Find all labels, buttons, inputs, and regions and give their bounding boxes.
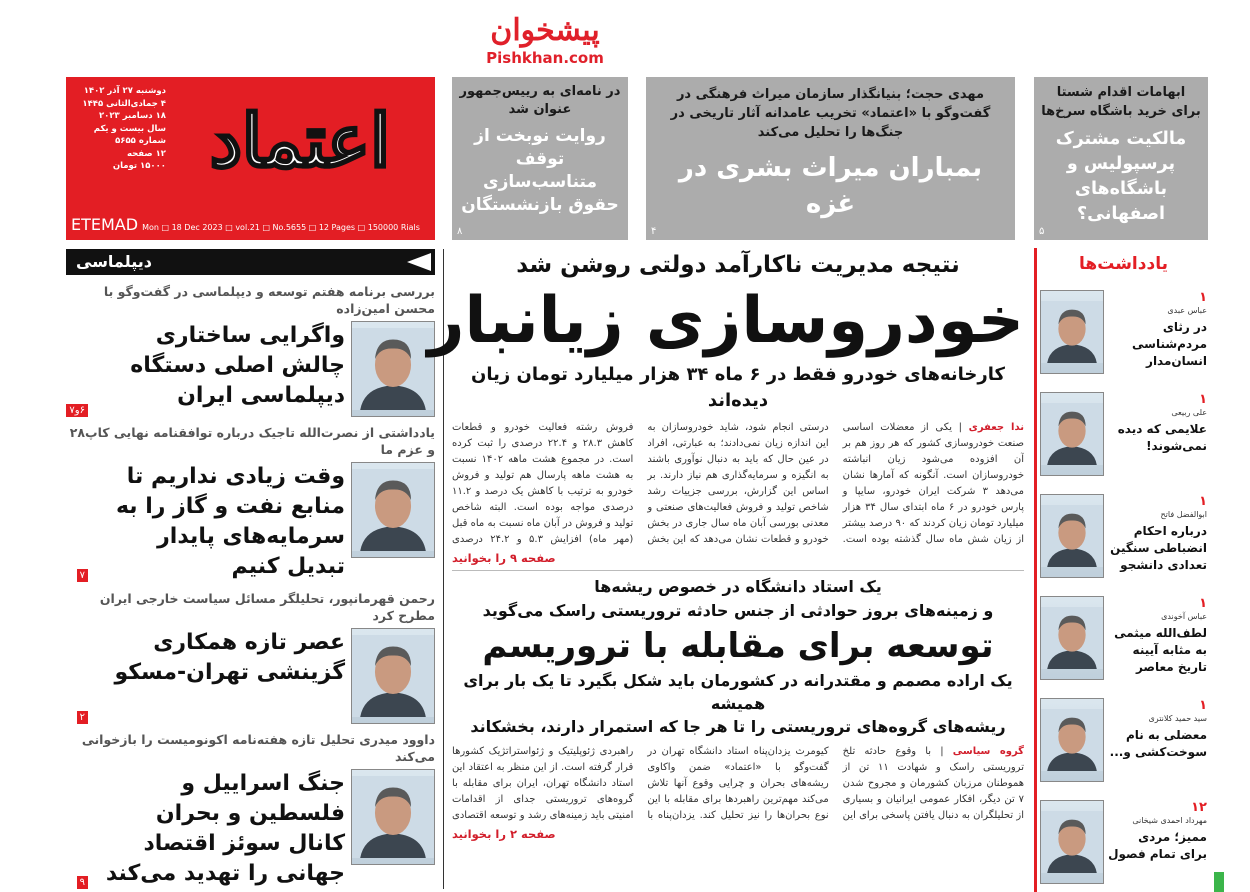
masthead-logo[interactable] <box>66 77 435 240</box>
note-item[interactable] <box>1040 494 1207 582</box>
notes-title: یادداشت‌ها <box>1079 254 1168 274</box>
issue-meta: دوشنبه ۲۷ آذر ۱۴۰۲ ۴ جمادی‌الثانی ۱۴۴۵ ۱۸ دسامبر ۲۰۲۳ سال بیست و یکم شماره ۵۶۵۵ ۱۲ صفحه ۱۵۰۰۰ تومان <box>82 86 166 171</box>
story-headline[interactable]: عصر تازه همکاری گزینشی تهران-مسکو <box>114 629 345 685</box>
story-headline[interactable]: واگرایی ساختاری چالش اصلی دستگاه دیپلماسی ایران <box>130 322 345 408</box>
note-item[interactable] <box>1040 698 1207 786</box>
note-author: مهرداد احمدی شیخانی <box>1132 816 1207 825</box>
note-title: علایمی که دیده نمی‌شوند! <box>1117 422 1207 453</box>
note-author: علی ربیعی <box>1171 408 1207 417</box>
author-photo <box>351 321 435 417</box>
page-tag: ۲ <box>77 711 88 724</box>
english-meta: ETEMAD Mon □ 18 Dec 2023 □ vol.21 □ No.5655 □ 12 Pages □ 150000 Rials <box>71 215 420 234</box>
second-headline[interactable]: توسعه برای مقابله با تروریسم <box>482 626 994 666</box>
note-author: عباس آخوندی <box>1161 612 1207 621</box>
story-kicker: بررسی برنامه هفتم توسعه و دیپلماسی در گفت‌وگو با محسن امین‌زاده <box>103 283 435 316</box>
note-item[interactable] <box>1040 392 1207 480</box>
note-author: عباس عبدی <box>1167 306 1207 315</box>
second-deck: یک اراده مصمم و مقتدرانه در کشورمان باید شکل بگیرد تا یک بار برای همیشه ریشه‌های گروه‌های تروریستی را تا هر جا که استمرار دارند، بخشکاند <box>463 671 1013 736</box>
section-header-diplomacy: دیپلماسی <box>66 249 435 275</box>
note-author: سید حمید کلانتری <box>1148 714 1207 723</box>
note-title: لطف‌الله میثمی به مثابه آیینه تاریخ معاصر <box>1114 626 1207 674</box>
story-headline[interactable]: جنگ اسراییل و فلسطین و بحران کانال سوئز اقتصاد جهانی را تهدید می‌کند <box>105 771 345 886</box>
note-title: در رثای مردم‌شناسی انسان‌مدار <box>1132 320 1207 368</box>
teaser-gaza-heritage[interactable]: مهدی حجت؛ بنیانگذار سازمان میراث فرهنگی در گفت‌وگو با «اعتماد» تخریب عامدانه آثار تاریخی در جنگ‌ها را تحلیل می‌کند بمباران میراث بشری در غزه ۴ <box>646 77 1015 240</box>
corner-mark <box>1214 872 1224 892</box>
continue-link[interactable]: صفحه ۲ را بخوانید <box>452 827 556 841</box>
note-title: ممیز؛ مردی برای تمام فصول <box>1108 830 1207 861</box>
author-photo <box>351 462 435 558</box>
center-column <box>427 250 1024 890</box>
logo-wordmark: اعتماد <box>209 98 391 183</box>
note-item[interactable] <box>1040 290 1207 378</box>
story[interactable] <box>66 283 435 417</box>
body-column: درستی انجام شود، شاید خودروسازان به این اندازه زیان نمی‌دادند؛ به عبارتی، افراد در عین حال که باید به دنبال نوآوری باشند به انگیزه و سرمایه‌گذاری هم نیاز دارند. بر اساس این گزارش، بررسی جزییات رشد شاخص تولید و فروش فعالیت‌های صنعتی و معدنی بورسی آبان ماه سال جاری در بخش خودرو و قطعات نشان می‌دهد که این بخش <box>647 422 829 545</box>
story-kicker: داوود میدری تحلیل تازه هفته‌نامه اکونومیست را بازخوانی می‌کند <box>81 732 435 764</box>
story[interactable] <box>66 424 435 582</box>
story-kicker: رحمن قهرمانپور، تحلیلگر مسائل سیاست خارجی ایران مطرح کرد <box>99 590 435 623</box>
author-photo <box>1040 698 1104 782</box>
story[interactable] <box>66 731 435 889</box>
page-number: ۱ <box>1199 494 1207 509</box>
author-photo <box>351 769 435 865</box>
lead-subhead: کارخانه‌های خودرو فقط در ۶ ماه ۳۴ هزار میلیارد تومان زیان دیده‌اند <box>471 364 1005 411</box>
author-photo <box>1040 494 1104 578</box>
second-body <box>452 744 1024 824</box>
page-number: ۱ <box>1199 290 1207 305</box>
author-photo <box>1040 800 1104 884</box>
page-tag: ۷ <box>77 569 88 582</box>
story-divider <box>452 570 1024 571</box>
body-column: فروش رشته فعالیت خودرو و قطعات کاهش ۲۸.۳ و ۲۲.۴ درصدی را ثبت کرده است. در مجموع هشت ماهه ۱۴۰۲ نسبت به هشت ماهه پارسال هم تولید و فروش خودرو به ترتیب با کاهش یک درصد و ۱۱.۲ درصدی مواجه بوده است. البته شاخص تولید و فروش در آبان ماه نسبت به ماه قبل (مهر ماه) افزایش ۵.۳ و ۲۴.۲ درصدی <box>452 422 634 545</box>
author-photo <box>351 628 435 724</box>
lead-kicker: نتیجه مدیریت ناکارآمد دولتی روشن شد <box>516 252 960 278</box>
page-tag: ۶و۷ <box>66 404 88 417</box>
left-column <box>66 249 435 889</box>
note-title: درباره احکام انضباطی سنگین تعدادی دانشجو <box>1110 524 1207 572</box>
body-column: گروه سیاسی | با وقوع حادثه تلخ تروریستی راسک و شهادت ۱۱ تن از هموطنان مرزبان کشورمان و مجروح شدن ۷ تن دیگر، افکار عمومی ایرانیان و بسیاری از تحلیلگران به دنبال یافتن پاسخی برای این <box>842 746 1024 821</box>
note-item[interactable] <box>1040 800 1207 888</box>
page-number: ۱۲ <box>1191 800 1207 815</box>
page-number: ۱ <box>1199 392 1207 407</box>
continue-link[interactable]: صفحه ۹ را بخوانید <box>452 551 556 565</box>
notes-column <box>1034 248 1210 892</box>
author-photo <box>1040 392 1104 476</box>
lead-headline[interactable]: خودروسازی زیانبار <box>427 284 1024 358</box>
page-number: ۱ <box>1199 698 1207 713</box>
page-tag: ۹ <box>77 876 88 889</box>
body-column: راهبردی ژئوپلیتیک و ژئواستراتژیک کشورها قرار گرفته است. از این منظر به اعتقاد این استاد دانشگاه تهران، ایران برای مقابله با گروه‌های تروریستی جدای از اقدامات امنیتی باید زمینه‌های رشد و توسعه اقتصادی <box>452 746 634 821</box>
page-number: ۱ <box>1199 596 1207 611</box>
story[interactable] <box>66 590 435 724</box>
note-title: معضلی به نام سوخت‌کشی و... <box>1109 728 1207 759</box>
teaser-persepolis[interactable]: ابهامات اقدام شستا برای خرید باشگاه سرخ‌ها مالکیت مشترک پرسپولیس و باشگاه‌های اصفهانی؟ ۵ <box>1034 77 1208 240</box>
body-column: کیومرث یزدان‌پناه استاد دانشگاه تهران در گفت‌وگو با «اعتماد» ضمن واکاوی ریشه‌های بحران و چرایی وقوع آنها تلاش می‌کند مهم‌ترین راهبردها برای مقابله با این نوع بحران‌ها را نیز تحلیل کند. یزدان‌پناه با <box>647 746 829 821</box>
arrow-icon <box>407 253 431 271</box>
teaser-pensions[interactable]: در نامه‌ای به رییس‌جمهور عنوان شد روایت نوبخت از توقف متناسب‌سازی حقوق بازنشستگان ۸ <box>452 77 628 240</box>
note-author: ابوالفضل فاتح <box>1160 510 1207 519</box>
lead-body <box>452 420 1024 548</box>
note-item[interactable] <box>1040 596 1207 684</box>
author-photo <box>1040 290 1104 374</box>
story-headline[interactable]: وقت زیادی نداریم تا منابع نفت و گاز را به سرمایه‌های پایدار تبدیل کنیم <box>115 464 345 579</box>
body-column: ندا جعفری | یکی از معضلات اساسی صنعت خودروسازی کشور که هر روز هم بر آن افزوده می‌شود زیان انباشته خودروسازان است. آنگونه که آمارها نشان می‌دهد ۳ شرکت ایران خودرو، سایپا و پارس خودرو در ۶ ماه ابتدای سال ۳۴ هزار میلیارد تومان زیان کردند که ۹۰ درصد بیشتر از زیان شش ماه سال گذشته بوده است. <box>842 422 1024 545</box>
second-kicker: یک استاد دانشگاه در خصوص ریشه‌ها و زمینه‌های بروز حوادثی از جنس حادثه تروریستی راسک می‌گوید <box>482 577 994 620</box>
author-photo <box>1040 596 1104 680</box>
story-kicker: یادداشتی از نصرت‌الله تاجیک درباره توافقنامه نهایی کاپ۲۸ و عزم ما <box>69 425 435 457</box>
watermark: پیشخوان Pishkhan.com <box>486 13 604 67</box>
